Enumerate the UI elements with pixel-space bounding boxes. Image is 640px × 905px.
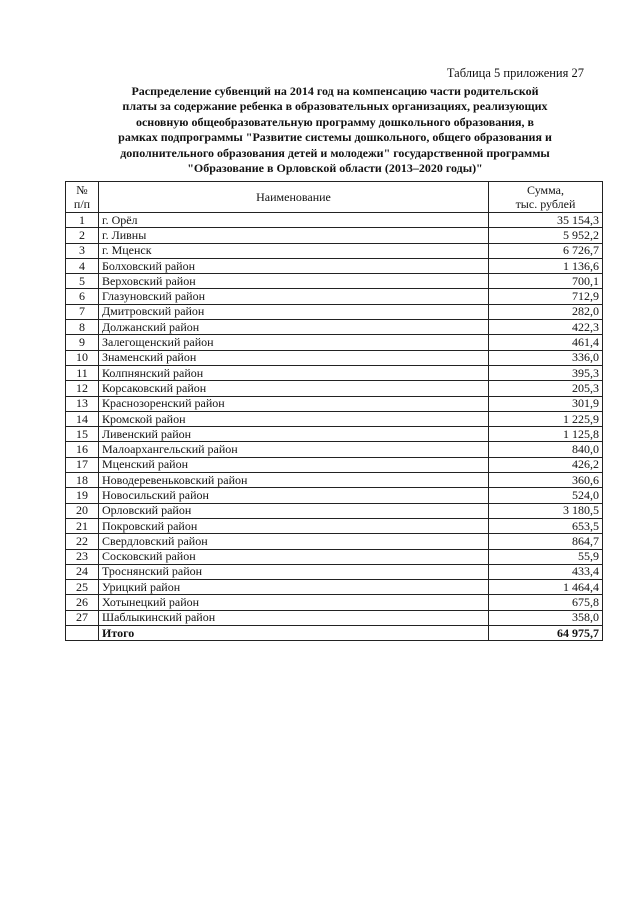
row-number: 19: [66, 488, 99, 503]
table-row: [66, 488, 603, 503]
row-amount: 1 125,8: [489, 427, 603, 442]
row-name: Корсаковский район: [99, 381, 489, 396]
table-row: [66, 213, 603, 228]
total-num-cell: [66, 626, 99, 641]
total-amount: 64 975,7: [489, 626, 603, 641]
row-number: 6: [66, 289, 99, 304]
table-row: [66, 564, 603, 579]
row-name: Малоархангельский район: [99, 442, 489, 457]
table-row: [66, 411, 603, 426]
table-row: [66, 442, 603, 457]
table-row: [66, 503, 603, 518]
row-number: 15: [66, 427, 99, 442]
row-number: 22: [66, 534, 99, 549]
row-name: г. Мценск: [99, 243, 489, 258]
row-name: Краснозоренский район: [99, 396, 489, 411]
table-row: [66, 274, 603, 289]
row-name: Дмитровский район: [99, 304, 489, 319]
row-name: Глазуновский район: [99, 289, 489, 304]
row-amount: 6 726,7: [489, 243, 603, 258]
row-amount: 205,3: [489, 381, 603, 396]
row-number: 3: [66, 243, 99, 258]
row-name: Троснянский район: [99, 564, 489, 579]
title-line: рамках подпрограммы "Развитие системы дошкольного, общего образования и: [118, 130, 552, 145]
row-amount: 5 952,2: [489, 228, 603, 243]
row-name: Знаменский район: [99, 350, 489, 365]
table-row: [66, 457, 603, 472]
row-number: 9: [66, 335, 99, 350]
row-number: 23: [66, 549, 99, 564]
row-name: Болховский район: [99, 258, 489, 273]
table-row: [66, 549, 603, 564]
table-row: [66, 320, 603, 335]
table-reference: Таблица 5 приложения 27: [446, 66, 584, 80]
row-amount: 301,9: [489, 396, 603, 411]
row-number: 20: [66, 503, 99, 518]
row-number: 2: [66, 228, 99, 243]
title-line: платы за содержание ребенка в образовательных организациях, реализующих: [122, 99, 548, 114]
row-name: Новодеревеньковский район: [99, 473, 489, 488]
row-number: 13: [66, 396, 99, 411]
row-number: 5: [66, 274, 99, 289]
row-name: Орловский район: [99, 503, 489, 518]
row-number: 24: [66, 564, 99, 579]
row-amount: 653,5: [489, 518, 603, 533]
table-row: [66, 304, 603, 319]
row-name: Урицкий район: [99, 580, 489, 595]
document-title: [80, 84, 590, 176]
row-amount: 461,4: [489, 335, 603, 350]
row-number: 27: [66, 610, 99, 625]
header-num: № п/п: [66, 182, 99, 213]
row-amount: 35 154,3: [489, 213, 603, 228]
row-amount: 426,2: [489, 457, 603, 472]
row-name: г. Ливны: [99, 228, 489, 243]
subsidy-table: [65, 181, 603, 641]
title-line: Распределение субвенций на 2014 год на компенсацию части родительской: [131, 84, 539, 98]
row-amount: 840,0: [489, 442, 603, 457]
row-name: Верховский район: [99, 274, 489, 289]
row-number: 21: [66, 518, 99, 533]
row-amount: 1 225,9: [489, 411, 603, 426]
row-number: 8: [66, 320, 99, 335]
row-number: 11: [66, 365, 99, 380]
table-row: [66, 473, 603, 488]
table-row: [66, 396, 603, 411]
table-row: [66, 580, 603, 595]
row-number: 4: [66, 258, 99, 273]
title-line: дополнительного образования детей и молодежи" государственной программы: [120, 145, 550, 160]
title-line: "Образование в Орловской области (2013–2020 годы)": [187, 161, 483, 176]
row-name: Новосильский район: [99, 488, 489, 503]
row-amount: 524,0: [489, 488, 603, 503]
row-name: Покровский район: [99, 518, 489, 533]
row-number: 17: [66, 457, 99, 472]
row-name: Свердловский район: [99, 534, 489, 549]
row-name: Хотынецкий район: [99, 595, 489, 610]
row-amount: 395,3: [489, 365, 603, 380]
table-row: [66, 243, 603, 258]
table-row: [66, 381, 603, 396]
row-amount: 336,0: [489, 350, 603, 365]
row-amount: 712,9: [489, 289, 603, 304]
row-number: 14: [66, 411, 99, 426]
header-name: Наименование: [99, 182, 489, 213]
row-name: Колпнянский район: [99, 365, 489, 380]
table-row: [66, 610, 603, 625]
row-number: 26: [66, 595, 99, 610]
table-row: [66, 427, 603, 442]
row-number: 16: [66, 442, 99, 457]
row-amount: 3 180,5: [489, 503, 603, 518]
table-row: [66, 289, 603, 304]
row-name: Сосковский район: [99, 549, 489, 564]
row-amount: 700,1: [489, 274, 603, 289]
row-number: 18: [66, 473, 99, 488]
header-amount: Сумма, тыс. рублей: [489, 182, 603, 213]
total-row: [66, 626, 603, 641]
table-header-row: [66, 182, 603, 213]
row-number: 10: [66, 350, 99, 365]
table-row: [66, 228, 603, 243]
table-row: [66, 595, 603, 610]
row-name: г. Орёл: [99, 213, 489, 228]
row-number: 1: [66, 213, 99, 228]
total-label: Итого: [99, 626, 489, 641]
row-amount: 360,6: [489, 473, 603, 488]
title-line: основную общеобразовательную программу дошкольного образования, в: [135, 114, 535, 129]
row-amount: 55,9: [489, 549, 603, 564]
table-row: [66, 365, 603, 380]
table-row: [66, 534, 603, 549]
row-amount: 422,3: [489, 320, 603, 335]
row-name: Кромской район: [99, 411, 489, 426]
row-amount: 1 464,4: [489, 580, 603, 595]
row-number: 7: [66, 304, 99, 319]
table-row: [66, 518, 603, 533]
row-amount: 433,4: [489, 564, 603, 579]
row-amount: 1 136,6: [489, 258, 603, 273]
row-number: 12: [66, 381, 99, 396]
row-amount: 675,8: [489, 595, 603, 610]
table-row: [66, 350, 603, 365]
row-name: Залегощенский район: [99, 335, 489, 350]
row-amount: 282,0: [489, 304, 603, 319]
row-amount: 358,0: [489, 610, 603, 625]
row-amount: 864,7: [489, 534, 603, 549]
table-row: [66, 335, 603, 350]
table-row: [66, 258, 603, 273]
row-name: Шаблыкинский район: [99, 610, 489, 625]
row-name: Ливенский район: [99, 427, 489, 442]
row-number: 25: [66, 580, 99, 595]
row-name: Мценский район: [99, 457, 489, 472]
row-name: Должанский район: [99, 320, 489, 335]
